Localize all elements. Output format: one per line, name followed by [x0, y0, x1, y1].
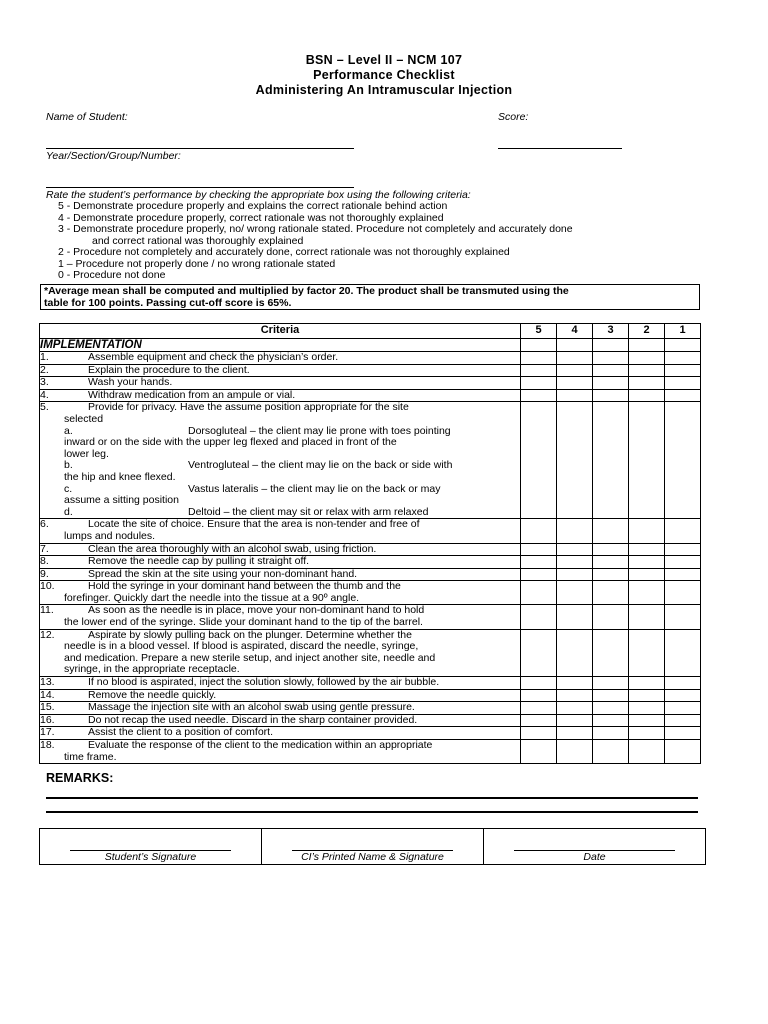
sub-step-text: Deltoid – the client may sit or relax with arm relaxed [188, 505, 429, 518]
step-continuation: and medication. Prepare a new sterile setup, and inject another site, needle and [64, 651, 436, 664]
score-cell[interactable] [521, 689, 557, 702]
criteria-cell [40, 377, 521, 390]
sub-step-letter: c. [64, 482, 73, 495]
step-continuation: the lower end of the syringe. Slide your dominant hand to the tip of the barrel. [64, 616, 423, 629]
score-cell[interactable] [665, 389, 701, 402]
step-line [40, 556, 520, 568]
table-row [40, 389, 701, 402]
step-line [40, 352, 520, 364]
score-cell[interactable] [593, 543, 629, 556]
score-cell[interactable] [593, 581, 629, 605]
score-header-5: 5 [521, 324, 557, 339]
step-text: Wash your hands. [88, 376, 173, 389]
score-cell[interactable] [521, 581, 557, 605]
criteria-intro: Rate the student’s performance by checking the appropriate box using the following criteria: [46, 189, 471, 201]
sub-step-continuation: inward or on the side with the upper leg flexed and placed in front of the [64, 436, 397, 449]
score-cell[interactable] [665, 377, 701, 390]
score-cell[interactable] [557, 740, 593, 764]
step-number: 6. [40, 518, 49, 531]
sub-step-text: Ventrogluteal – the client may lie on the back or side with [188, 459, 453, 472]
step-line [40, 569, 520, 581]
sub-step-continuation: the hip and knee flexed. [64, 470, 176, 483]
criteria-cell [40, 629, 521, 676]
score-cell[interactable] [521, 702, 557, 715]
score-cell[interactable] [665, 689, 701, 702]
score-cell[interactable] [629, 605, 665, 629]
section-row [40, 339, 701, 352]
table-row [40, 377, 701, 390]
student-signature-label: Student’s Signature [104, 851, 197, 863]
step-continuation: selected [64, 412, 104, 425]
score-cell[interactable] [557, 519, 593, 543]
score-cell[interactable] [521, 352, 557, 365]
score-cell[interactable] [521, 568, 557, 581]
document-subtitle: Performance Checklist [313, 68, 455, 82]
score-cell[interactable] [521, 740, 557, 764]
step-number: 16. [40, 713, 55, 726]
criteria-cell [40, 689, 521, 702]
criteria-item: 5 - Demonstrate procedure properly and explains the correct rationale behind action [58, 200, 448, 212]
score-cell[interactable] [629, 702, 665, 715]
score-cell[interactable] [593, 568, 629, 581]
sub-step [40, 507, 520, 519]
score-cell[interactable] [593, 339, 629, 352]
score-cell[interactable] [557, 677, 593, 690]
score-cell[interactable] [629, 689, 665, 702]
step-number: 12. [40, 628, 55, 641]
student-name-line[interactable] [46, 148, 354, 149]
score-cell[interactable] [557, 727, 593, 740]
step-text: Hold the syringe in your dominant hand between the thumb and the [88, 580, 401, 593]
step-number: 4. [40, 388, 49, 401]
criteria-cell [40, 568, 521, 581]
year-section-label: Year/Section/Group/Number: [46, 150, 181, 162]
step-continuation: time frame. [64, 750, 117, 763]
score-cell[interactable] [521, 714, 557, 727]
step-line [40, 544, 520, 556]
score-cell[interactable] [557, 605, 593, 629]
criteria-cell [40, 740, 521, 764]
criteria-item: 3 - Demonstrate procedure properly, no/ wrong rationale stated. Procedure not completely and accurately done [58, 223, 573, 235]
step-number: 7. [40, 542, 49, 555]
sub-step-text: Vastus lateralis – the client may lie on the back or may [188, 482, 441, 495]
date-cell[interactable] [484, 829, 705, 864]
remarks-label: REMARKS: [46, 771, 114, 785]
step-number: 17. [40, 726, 55, 739]
sub-step-text: Dorsogluteal – the client may lie prone with toes pointing [188, 424, 451, 437]
score-cell[interactable] [557, 377, 593, 390]
step-text: Remove the needle quickly. [88, 688, 217, 701]
score-cell[interactable] [665, 364, 701, 377]
sub-step-continuation: assume a sitting position [64, 494, 179, 507]
score-cell[interactable] [557, 389, 593, 402]
step-text: Massage the injection site with an alcohol swab using gentle pressure. [88, 701, 415, 714]
score-cell[interactable] [629, 629, 665, 676]
criteria-cell [40, 352, 521, 365]
score-cell[interactable] [629, 727, 665, 740]
table-header-row [40, 324, 701, 339]
score-cell[interactable] [665, 352, 701, 365]
score-cell[interactable] [593, 352, 629, 365]
score-cell[interactable] [665, 605, 701, 629]
score-cell[interactable] [557, 689, 593, 702]
remarks-line[interactable] [46, 797, 698, 799]
sub-step-letter: a. [64, 424, 73, 437]
score-cell[interactable] [521, 556, 557, 569]
step-text: Provide for privacy. Have the assume position appropriate for the site [88, 401, 409, 414]
score-cell[interactable] [557, 543, 593, 556]
table-row [40, 702, 701, 715]
note-line: *Average mean shall be computed and multiplied by factor 20. The product shall be transmuted using the [44, 285, 569, 297]
score-cell[interactable] [557, 364, 593, 377]
score-cell[interactable] [593, 605, 629, 629]
step-text: Spread the skin at the site using your non-dominant hand. [88, 567, 358, 580]
score-cell[interactable] [557, 339, 593, 352]
criteria-cell [40, 543, 521, 556]
step-text: Aspirate by slowly pulling back on the plunger. Determine whether the [88, 628, 412, 641]
step-text: Explain the procedure to the client. [88, 363, 250, 376]
criteria-cell [40, 727, 521, 740]
step-line [40, 677, 520, 689]
score-cell[interactable] [629, 339, 665, 352]
score-cell[interactable] [665, 519, 701, 543]
date-label: Date [583, 851, 606, 863]
score-header-1: 1 [665, 324, 701, 339]
step-number: 9. [40, 567, 49, 580]
criteria-item: 1 – Procedure not properly done / no wrong rationale stated [58, 257, 336, 270]
score-cell[interactable] [629, 389, 665, 402]
step-continuation: lumps and nodules. [64, 529, 156, 542]
score-cell[interactable] [557, 352, 593, 365]
table-row [40, 556, 701, 569]
step-text: Withdraw medication from an ampule or vial. [88, 388, 296, 401]
step-number: 18. [40, 739, 55, 751]
criteria-cell [40, 556, 521, 569]
step-number: 1. [40, 351, 49, 363]
score-cell[interactable] [665, 727, 701, 740]
table-row [40, 364, 701, 377]
score-cell[interactable] [665, 714, 701, 727]
step-text: Locate the site of choice. Ensure that the area is non-tender and free of [88, 518, 420, 531]
table-row [40, 519, 701, 543]
criteria-cell [40, 389, 521, 402]
ci-signature-cell[interactable] [262, 829, 484, 864]
note-box [40, 284, 700, 310]
score-cell[interactable] [521, 402, 557, 519]
criteria-cell [40, 714, 521, 727]
score-cell[interactable] [629, 543, 665, 556]
document-title: BSN – Level II – NCM 107 [305, 53, 463, 67]
criteria-cell [40, 677, 521, 690]
step-line [40, 690, 520, 702]
score-cell[interactable] [593, 364, 629, 377]
table-row [40, 568, 701, 581]
score-cell[interactable] [593, 714, 629, 727]
score-cell[interactable] [521, 519, 557, 543]
step-number: 8. [40, 555, 49, 568]
score-cell[interactable] [665, 677, 701, 690]
table-row [40, 740, 701, 764]
score-cell[interactable] [593, 389, 629, 402]
step-line [40, 377, 520, 389]
criteria-header: Criteria [40, 324, 521, 339]
score-label: Score: [498, 111, 529, 123]
step-line [40, 365, 520, 377]
criteria-cell [40, 605, 521, 629]
step-number: 13. [40, 676, 55, 689]
score-cell[interactable] [629, 740, 665, 764]
step-continuation: forefinger. Quickly dart the needle into the tissue at a 90º angle. [64, 591, 360, 604]
step-text: Clean the area thoroughly with an alcohol swab, using friction. [88, 542, 377, 555]
sub-step-letter: b. [64, 459, 73, 472]
section-label: IMPLEMENTATION [40, 339, 521, 352]
step-text: Evaluate the response of the client to the medication within an appropriate [88, 739, 433, 751]
score-cell[interactable] [629, 677, 665, 690]
score-cell[interactable] [521, 377, 557, 390]
score-cell[interactable] [557, 629, 593, 676]
criteria-item: 4 - Demonstrate procedure properly, correct rationale was not thoroughly explained [58, 211, 444, 224]
score-header-2: 2 [629, 324, 665, 339]
criteria-cell [40, 702, 521, 715]
score-cell[interactable] [521, 605, 557, 629]
step-text: Assemble equipment and check the physician’s order. [88, 351, 339, 363]
score-cell[interactable] [665, 568, 701, 581]
score-cell[interactable] [521, 364, 557, 377]
score-cell[interactable] [593, 629, 629, 676]
score-cell[interactable] [665, 543, 701, 556]
score-cell[interactable] [629, 352, 665, 365]
criteria-item: and correct rational was thoroughly explained [92, 234, 304, 247]
note-line: table for 100 points. Passing cut-off score is 65%. [44, 297, 292, 309]
step-continuation: needle is in a blood vessel. If blood is aspirated, discard the needle, syringe, [64, 640, 419, 653]
criteria-cell [40, 402, 521, 519]
table-row [40, 402, 701, 519]
criteria-item: 0 - Procedure not done [58, 269, 166, 281]
step-continuation: syringe, in the appropriate receptacle. [64, 663, 240, 676]
score-cell[interactable] [593, 402, 629, 519]
score-cell[interactable] [665, 581, 701, 605]
criteria-cell [40, 364, 521, 377]
table-row [40, 543, 701, 556]
step-number: 3. [40, 376, 49, 389]
year-section-line[interactable] [46, 187, 354, 188]
step-line [40, 402, 520, 414]
score-cell[interactable] [593, 689, 629, 702]
score-cell[interactable] [629, 556, 665, 569]
score-cell[interactable] [521, 727, 557, 740]
score-cell[interactable] [557, 568, 593, 581]
step-text: Remove the needle cap by pulling it straight off. [88, 555, 310, 568]
step-number: 10. [40, 580, 55, 593]
score-cell[interactable] [629, 402, 665, 519]
student-name-label: Name of Student: [46, 111, 128, 123]
score-cell[interactable] [521, 339, 557, 352]
student-signature-cell[interactable] [40, 829, 262, 864]
score-cell[interactable] [557, 714, 593, 727]
score-cell[interactable] [557, 402, 593, 519]
score-cell[interactable] [665, 339, 701, 352]
step-number: 5. [40, 401, 49, 414]
score-cell[interactable] [629, 568, 665, 581]
score-cell[interactable] [593, 556, 629, 569]
score-cell[interactable] [629, 714, 665, 727]
step-line [40, 702, 520, 714]
score-cell[interactable] [593, 677, 629, 690]
score-line[interactable] [498, 148, 622, 149]
ci-signature-label: CI’s Printed Name & Signature [301, 851, 444, 863]
step-line [40, 390, 520, 402]
step-number: 2. [40, 363, 49, 376]
score-cell[interactable] [593, 740, 629, 764]
table-row [40, 677, 701, 690]
table-row [40, 689, 701, 702]
score-cell[interactable] [521, 389, 557, 402]
table-row [40, 605, 701, 629]
criteria-cell [40, 519, 521, 543]
criteria-list [58, 201, 573, 282]
score-cell[interactable] [557, 581, 593, 605]
score-cell[interactable] [521, 677, 557, 690]
signature-block [39, 828, 706, 865]
score-cell[interactable] [593, 377, 629, 390]
score-cell[interactable] [665, 702, 701, 715]
criteria-cell [40, 581, 521, 605]
table-row [40, 727, 701, 740]
step-line [40, 727, 520, 739]
score-cell[interactable] [593, 519, 629, 543]
score-cell[interactable] [629, 519, 665, 543]
criteria-item: 2 - Procedure not completely and accurately done, correct rationale was not thoroughly explained [58, 246, 510, 258]
score-cell[interactable] [629, 581, 665, 605]
score-header-3: 3 [593, 324, 629, 339]
table-row [40, 352, 701, 365]
score-cell[interactable] [557, 702, 593, 715]
step-number: 14. [40, 688, 55, 701]
sub-step-letter: d. [64, 505, 73, 518]
table-row [40, 629, 701, 676]
score-cell[interactable] [593, 702, 629, 715]
table-row [40, 714, 701, 727]
step-number: 15. [40, 701, 55, 714]
checklist-table [39, 323, 701, 764]
score-cell[interactable] [521, 629, 557, 676]
score-cell[interactable] [593, 727, 629, 740]
score-header-4: 4 [557, 324, 593, 339]
step-text: Do not recap the used needle. Discard in the sharp container provided. [88, 713, 418, 726]
score-cell[interactable] [557, 556, 593, 569]
table-row [40, 581, 701, 605]
document-topic: Administering An Intramuscular Injection [255, 83, 513, 97]
score-cell[interactable] [629, 364, 665, 377]
score-cell[interactable] [665, 556, 701, 569]
step-text: As soon as the needle is in place, move your non-dominant hand to hold [88, 604, 425, 617]
remarks-line[interactable] [46, 811, 698, 813]
step-text: Assist the client to a position of comfort. [88, 726, 274, 739]
step-text: If no blood is aspirated, inject the solution slowly, followed by the air bubble. [88, 676, 440, 689]
step-line [40, 740, 520, 752]
score-cell[interactable] [629, 377, 665, 390]
sub-step-continuation: lower leg. [64, 447, 109, 460]
score-cell[interactable] [665, 740, 701, 764]
step-number: 11. [40, 604, 54, 617]
score-cell[interactable] [665, 402, 701, 519]
score-cell[interactable] [665, 629, 701, 676]
step-line [40, 715, 520, 727]
score-cell[interactable] [521, 543, 557, 556]
